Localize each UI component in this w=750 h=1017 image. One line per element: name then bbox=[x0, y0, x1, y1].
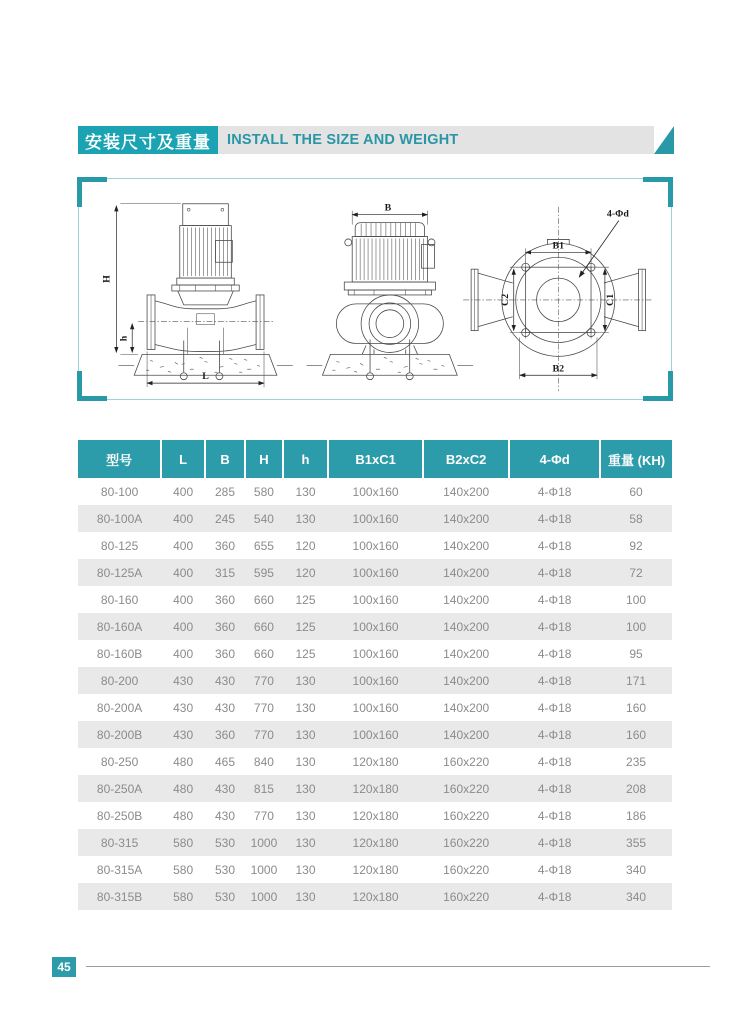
table-cell: 580 bbox=[173, 889, 194, 904]
table-row bbox=[78, 613, 672, 640]
table-cell: 208 bbox=[626, 781, 647, 796]
table-row bbox=[78, 532, 672, 559]
table-cell: 125 bbox=[295, 619, 316, 634]
table-cell: 400 bbox=[173, 619, 194, 634]
table-cell: 400 bbox=[173, 538, 194, 553]
dim-label-B1: B1 bbox=[552, 240, 565, 252]
table-cell: 130 bbox=[295, 835, 316, 850]
table-cell: 160x220 bbox=[443, 862, 490, 877]
table-row bbox=[78, 856, 672, 883]
table-cell: 160x220 bbox=[443, 835, 490, 850]
table-row bbox=[78, 586, 672, 613]
table-cell: 95 bbox=[629, 646, 643, 661]
table-cell: 100x160 bbox=[352, 565, 399, 580]
table-cell: 140x200 bbox=[443, 673, 490, 688]
table-cell: 430 bbox=[173, 700, 194, 715]
dim-label-h: h bbox=[118, 335, 130, 342]
table-cell: 125 bbox=[295, 646, 316, 661]
table-cell: 4-Φ18 bbox=[537, 808, 572, 823]
column-header: 重量 (KH) bbox=[600, 440, 672, 478]
table-cell: 160x220 bbox=[443, 781, 490, 796]
table-cell: 130 bbox=[295, 673, 316, 688]
table-cell: 1000 bbox=[250, 835, 278, 850]
table-cell: 100x160 bbox=[352, 511, 399, 526]
table-cell: 160 bbox=[626, 700, 647, 715]
table-cell: 100 bbox=[626, 619, 647, 634]
table-cell: 4-Φ18 bbox=[537, 619, 572, 634]
size-weight-table bbox=[78, 440, 672, 910]
table-cell: 235 bbox=[626, 754, 647, 769]
table-cell: 80-250 bbox=[100, 754, 139, 769]
table-cell: 140x200 bbox=[443, 484, 490, 499]
section-title-en: INSTALL THE SIZE AND WEIGHT bbox=[227, 132, 459, 148]
table-cell: 4-Φ18 bbox=[537, 511, 572, 526]
table-head-row bbox=[78, 440, 672, 478]
table-cell: 1000 bbox=[250, 889, 278, 904]
table-body bbox=[78, 478, 672, 910]
table-row bbox=[78, 721, 672, 748]
table-row bbox=[78, 667, 672, 694]
table-cell: 4-Φ18 bbox=[537, 538, 572, 553]
table-cell: 540 bbox=[253, 511, 274, 526]
table-cell: 80-250A bbox=[96, 781, 143, 796]
table-cell: 186 bbox=[626, 808, 647, 823]
table-cell: 100x160 bbox=[352, 538, 399, 553]
table-cell: 4-Φ18 bbox=[537, 727, 572, 742]
table-cell: 430 bbox=[214, 700, 236, 715]
section-header bbox=[78, 126, 674, 154]
dim-label-C1: C1 bbox=[604, 293, 616, 306]
table-cell: 171 bbox=[626, 673, 647, 688]
table-cell: 120x180 bbox=[352, 781, 399, 796]
table-cell: 140x200 bbox=[443, 592, 490, 607]
table-row bbox=[78, 802, 672, 829]
table-cell: 72 bbox=[629, 565, 643, 580]
table-cell: 80-200A bbox=[96, 700, 143, 715]
table-cell: 80-160B bbox=[96, 646, 143, 661]
column-header: B1xC1 bbox=[328, 440, 423, 478]
table-cell: 130 bbox=[295, 484, 316, 499]
table-cell: 340 bbox=[626, 862, 647, 877]
table-cell: 100 bbox=[626, 592, 647, 607]
table-cell: 430 bbox=[173, 727, 194, 742]
column-header: B bbox=[205, 440, 245, 478]
table-cell: 400 bbox=[173, 565, 194, 580]
table-cell: 80-315A bbox=[96, 862, 143, 877]
pump-top-view bbox=[463, 207, 653, 391]
table-cell: 770 bbox=[253, 808, 274, 823]
table-cell: 530 bbox=[214, 835, 236, 850]
table-cell: 120x180 bbox=[352, 754, 399, 769]
column-header: H bbox=[245, 440, 283, 478]
table-row bbox=[78, 505, 672, 532]
dim-label-bolt-holes: 4-Φd bbox=[606, 208, 629, 220]
table-cell: 120x180 bbox=[352, 808, 399, 823]
table-cell: 360 bbox=[214, 727, 236, 742]
table-row bbox=[78, 883, 672, 910]
table-row bbox=[78, 775, 672, 802]
table-cell: 80-100A bbox=[96, 511, 143, 526]
table-cell: 465 bbox=[214, 754, 236, 769]
pump-side-view bbox=[101, 204, 292, 387]
table-cell: 80-125 bbox=[100, 538, 139, 553]
table-cell: 130 bbox=[295, 727, 316, 742]
table-cell: 660 bbox=[253, 592, 274, 607]
dim-label-B2: B2 bbox=[552, 363, 565, 375]
table-head bbox=[78, 440, 672, 478]
table-cell: 100x160 bbox=[352, 700, 399, 715]
table-cell: 130 bbox=[295, 862, 316, 877]
table-cell: 480 bbox=[173, 808, 194, 823]
corner-accent-bottom-right bbox=[643, 371, 673, 401]
table-cell: 400 bbox=[173, 484, 194, 499]
dim-label-L: L bbox=[202, 371, 209, 383]
table-row bbox=[78, 829, 672, 856]
column-header: 4-Φd bbox=[509, 440, 600, 478]
table-cell: 120 bbox=[295, 538, 316, 553]
section-header-triangle bbox=[654, 126, 674, 154]
column-header: h bbox=[283, 440, 328, 478]
corner-accent-bottom-left bbox=[77, 371, 107, 401]
table-cell: 360 bbox=[214, 592, 236, 607]
table-cell: 4-Φ18 bbox=[537, 754, 572, 769]
table-cell: 400 bbox=[173, 511, 194, 526]
table-row bbox=[78, 559, 672, 586]
dim-label-B: B bbox=[384, 202, 392, 214]
table-cell: 92 bbox=[629, 538, 643, 553]
table-cell: 100x160 bbox=[352, 484, 399, 499]
table-cell: 125 bbox=[295, 592, 316, 607]
pump-drawings bbox=[79, 179, 671, 399]
table-row bbox=[78, 478, 672, 505]
table-cell: 430 bbox=[214, 808, 236, 823]
table-cell: 80-250B bbox=[96, 808, 143, 823]
table-cell: 60 bbox=[629, 484, 643, 499]
table-cell: 140x200 bbox=[443, 619, 490, 634]
table-cell: 360 bbox=[214, 538, 236, 553]
table-cell: 4-Φ18 bbox=[537, 592, 572, 607]
table-cell: 770 bbox=[253, 700, 274, 715]
table-cell: 130 bbox=[295, 700, 316, 715]
table-cell: 140x200 bbox=[443, 565, 490, 580]
pump-front-view bbox=[307, 203, 473, 380]
column-header: 型号 bbox=[78, 440, 161, 478]
table-cell: 595 bbox=[253, 565, 274, 580]
table-cell: 160 bbox=[626, 727, 647, 742]
section-header-bar bbox=[218, 126, 654, 154]
table-cell: 160x220 bbox=[443, 808, 490, 823]
table-cell: 100x160 bbox=[352, 592, 399, 607]
table-cell: 80-125A bbox=[96, 565, 143, 580]
footer-divider bbox=[86, 966, 710, 967]
table-cell: 130 bbox=[295, 754, 316, 769]
table-cell: 840 bbox=[253, 754, 274, 769]
table-cell: 660 bbox=[253, 646, 274, 661]
drawing-panel bbox=[78, 178, 672, 400]
table-cell: 770 bbox=[253, 673, 274, 688]
table-cell: 130 bbox=[295, 511, 316, 526]
table-cell: 120x180 bbox=[352, 862, 399, 877]
table-cell: 100x160 bbox=[352, 727, 399, 742]
column-header: B2xC2 bbox=[423, 440, 509, 478]
table-cell: 140x200 bbox=[443, 646, 490, 661]
table-cell: 655 bbox=[253, 538, 274, 553]
corner-accent-top-right bbox=[643, 177, 673, 207]
table-cell: 140x200 bbox=[443, 700, 490, 715]
table-cell: 4-Φ18 bbox=[537, 646, 572, 661]
table-row bbox=[78, 748, 672, 775]
table-cell: 80-200 bbox=[100, 673, 139, 688]
table-cell: 4-Φ18 bbox=[537, 700, 572, 715]
table-cell: 120x180 bbox=[352, 889, 399, 904]
table-cell: 660 bbox=[253, 619, 274, 634]
table-cell: 315 bbox=[214, 565, 236, 580]
dim-label-C2: C2 bbox=[499, 293, 511, 306]
table-cell: 245 bbox=[214, 511, 236, 526]
table-cell: 160x220 bbox=[443, 754, 490, 769]
table-cell: 140x200 bbox=[443, 538, 490, 553]
table-cell: 58 bbox=[629, 511, 643, 526]
table-cell: 580 bbox=[253, 484, 274, 499]
table-cell: 80-315 bbox=[100, 835, 139, 850]
table-cell: 355 bbox=[626, 835, 647, 850]
table-cell: 130 bbox=[295, 808, 316, 823]
table-cell: 80-200B bbox=[96, 727, 143, 742]
table-cell: 4-Φ18 bbox=[537, 781, 572, 796]
table-cell: 160x220 bbox=[443, 889, 490, 904]
table-row bbox=[78, 694, 672, 721]
table-cell: 120x180 bbox=[352, 835, 399, 850]
table-cell: 430 bbox=[214, 673, 236, 688]
table-cell: 1000 bbox=[250, 862, 278, 877]
column-header: L bbox=[161, 440, 205, 478]
table-cell: 770 bbox=[253, 727, 274, 742]
table-cell: 430 bbox=[214, 781, 236, 796]
table-cell: 140x200 bbox=[443, 727, 490, 742]
table-cell: 530 bbox=[214, 889, 236, 904]
table-cell: 360 bbox=[214, 646, 236, 661]
table-cell: 530 bbox=[214, 862, 236, 877]
table-cell: 100x160 bbox=[352, 646, 399, 661]
table-cell: 4-Φ18 bbox=[537, 835, 572, 850]
table-cell: 400 bbox=[173, 646, 194, 661]
table-cell: 130 bbox=[295, 889, 316, 904]
table-cell: 80-315B bbox=[96, 889, 143, 904]
table-cell: 130 bbox=[295, 781, 316, 796]
page-number-badge: 45 bbox=[52, 957, 76, 977]
dim-label-H: H bbox=[101, 275, 113, 283]
table-cell: 430 bbox=[173, 673, 194, 688]
section-title-zh: 安装尺寸及重量 bbox=[78, 126, 218, 154]
table-cell: 4-Φ18 bbox=[537, 862, 572, 877]
table-cell: 580 bbox=[173, 835, 194, 850]
table-cell: 400 bbox=[173, 592, 194, 607]
table-cell: 4-Φ18 bbox=[537, 484, 572, 499]
table-cell: 340 bbox=[626, 889, 647, 904]
table-cell: 4-Φ18 bbox=[537, 565, 572, 580]
table-cell: 285 bbox=[214, 484, 236, 499]
table-cell: 80-160A bbox=[96, 619, 143, 634]
corner-accent-top-left bbox=[77, 177, 107, 207]
table-cell: 80-160 bbox=[100, 592, 139, 607]
table-cell: 120 bbox=[295, 565, 316, 580]
table-cell: 100x160 bbox=[352, 673, 399, 688]
table-row bbox=[78, 640, 672, 667]
table-cell: 360 bbox=[214, 619, 236, 634]
table-cell: 480 bbox=[173, 781, 194, 796]
table-cell: 4-Φ18 bbox=[537, 889, 572, 904]
table-cell: 100x160 bbox=[352, 619, 399, 634]
table-cell: 480 bbox=[173, 754, 194, 769]
table-cell: 815 bbox=[253, 781, 274, 796]
table-cell: 4-Φ18 bbox=[537, 673, 572, 688]
table-cell: 580 bbox=[173, 862, 194, 877]
table-cell: 80-100 bbox=[100, 484, 139, 499]
table-cell: 140x200 bbox=[443, 511, 490, 526]
